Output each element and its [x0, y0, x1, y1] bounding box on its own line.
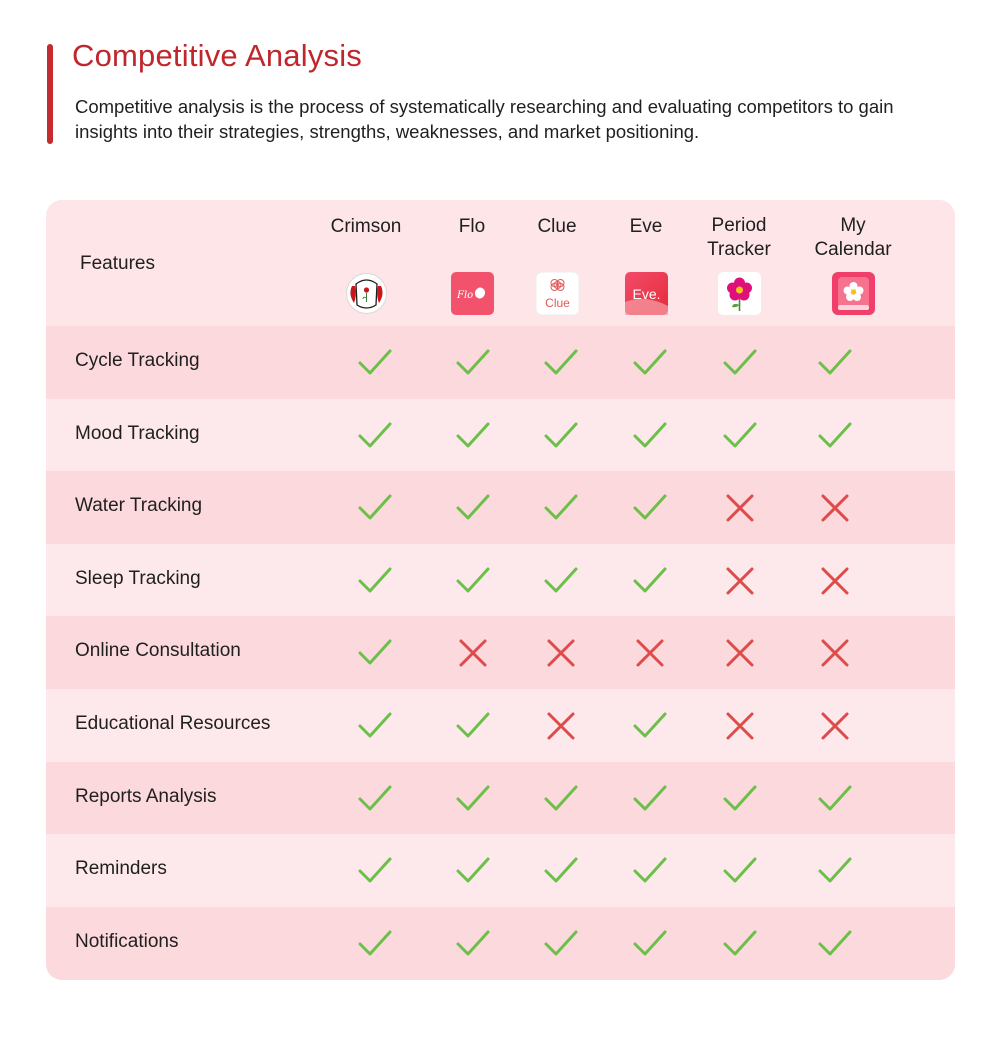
cross-icon: [543, 708, 579, 744]
table-row: [46, 616, 955, 689]
table-row: [46, 326, 955, 399]
check-icon: [357, 563, 393, 599]
table-row: [46, 471, 955, 544]
table-row: [46, 762, 955, 835]
check-icon: [632, 781, 668, 817]
cross-icon: [817, 563, 853, 599]
check-icon: [357, 635, 393, 671]
check-icon: [543, 345, 579, 381]
my-calendar-logo-icon: [832, 272, 875, 315]
period-tracker-logo-icon: [718, 272, 761, 315]
cross-icon: [722, 563, 758, 599]
app-name: Clue: [537, 216, 577, 237]
table-row: [46, 907, 955, 980]
check-icon: [632, 926, 668, 962]
check-icon: [543, 853, 579, 889]
table-row: [46, 399, 955, 472]
check-icon: [455, 853, 491, 889]
check-icon: [357, 853, 393, 889]
title-accent-bar: [47, 44, 53, 144]
check-icon: [632, 563, 668, 599]
feature-label: Educational Resources: [75, 713, 271, 734]
cross-icon: [817, 708, 853, 744]
feature-label: Notifications: [75, 930, 179, 952]
check-icon: [722, 853, 758, 889]
table-row: [46, 544, 955, 617]
check-icon: [543, 490, 579, 526]
feature-label: Water Tracking: [75, 495, 203, 517]
svg-text:Flo: Flo: [457, 290, 474, 301]
check-icon: [543, 926, 579, 962]
cross-icon: [722, 708, 758, 744]
app-column-period-tracker: [684, 200, 794, 326]
app-column-crimson: [311, 200, 421, 326]
check-icon: [357, 418, 393, 454]
check-icon: [543, 781, 579, 817]
app-name: Eve: [629, 216, 663, 237]
check-icon: [817, 345, 853, 381]
app-name: Flo: [458, 216, 486, 237]
check-icon: [543, 418, 579, 454]
check-icon: [722, 345, 758, 381]
cross-icon: [722, 635, 758, 671]
check-icon: [632, 853, 668, 889]
check-icon: [455, 926, 491, 962]
app-name: Crimson: [330, 216, 402, 237]
check-icon: [817, 418, 853, 454]
page-title: Competitive Analysis: [72, 38, 363, 73]
cross-icon: [817, 635, 853, 671]
check-icon: [817, 853, 853, 889]
comparison-table: [46, 200, 955, 980]
table-header: [46, 200, 955, 326]
flo-logo-icon: [451, 272, 494, 315]
app-name: Period Tracker: [707, 215, 771, 260]
check-icon: [455, 345, 491, 381]
feature-label: Reminders: [75, 858, 167, 880]
check-icon: [357, 708, 393, 744]
check-icon: [632, 490, 668, 526]
check-icon: [455, 563, 491, 599]
check-icon: [455, 781, 491, 817]
check-icon: [357, 490, 393, 526]
feature-label: Cycle Tracking: [75, 350, 200, 371]
feature-label: Mood Tracking: [75, 422, 200, 444]
check-icon: [357, 345, 393, 381]
cross-icon: [632, 635, 668, 671]
feature-label: Online Consultation: [75, 640, 241, 662]
feature-label: Reports Analysis: [75, 785, 217, 807]
check-icon: [543, 563, 579, 599]
check-icon: [722, 926, 758, 962]
feature-label: Sleep Tracking: [75, 567, 201, 589]
svg-text:Clue: Clue: [545, 296, 570, 310]
check-icon: [357, 926, 393, 962]
cross-icon: [455, 635, 491, 671]
svg-text:Eve.: Eve.: [632, 286, 661, 302]
app-column-my-calendar: [798, 200, 908, 326]
check-icon: [722, 781, 758, 817]
check-icon: [632, 345, 668, 381]
table-row: [46, 834, 955, 907]
check-icon: [455, 708, 491, 744]
eve-logo-icon: [625, 272, 668, 315]
check-icon: [357, 781, 393, 817]
cross-icon: [543, 635, 579, 671]
check-icon: [817, 926, 853, 962]
cross-icon: [722, 490, 758, 526]
check-icon: [722, 418, 758, 454]
check-icon: [817, 781, 853, 817]
check-icon: [632, 708, 668, 744]
clue-logo-icon: [536, 272, 579, 315]
check-icon: [455, 418, 491, 454]
check-icon: [455, 490, 491, 526]
table-row: [46, 689, 955, 762]
features-column-header: Features: [80, 253, 155, 274]
page-description: Competitive analysis is the process of systematically researching and evaluating competitors to gain insights into their strategies, strengths, weaknesses, and market positioning.: [75, 96, 894, 142]
cross-icon: [817, 490, 853, 526]
crimson-logo-icon: [345, 272, 388, 315]
check-icon: [632, 418, 668, 454]
app-name: My Calendar: [814, 215, 892, 260]
